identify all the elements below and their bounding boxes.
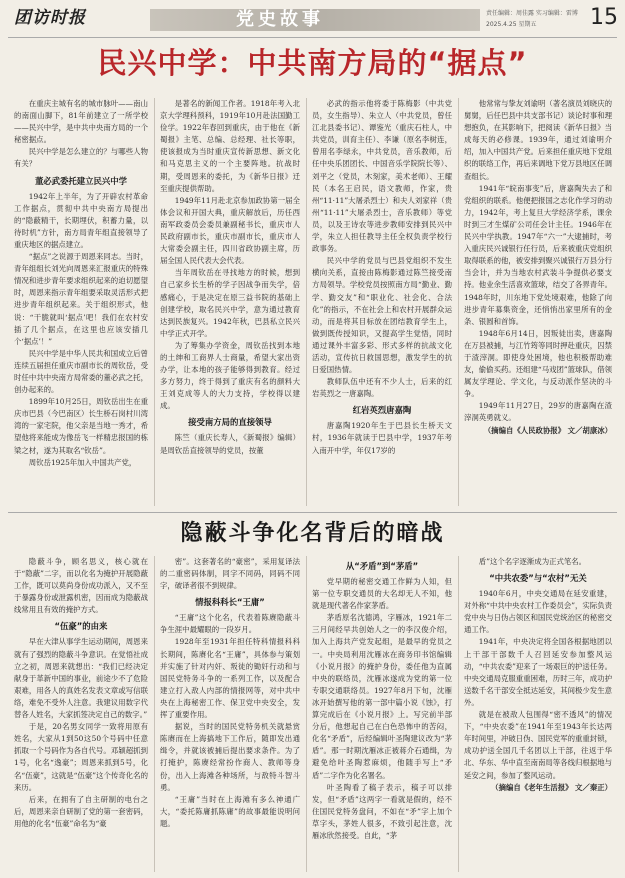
subheading: 董必武委托建立民兴中学 [34,175,128,186]
paragraph: 就是在被敌人包围得“密不透风”的情况下，“中央农委”在1941年至1943年长达两年时间里，冲破日伪、国民党军的重重封锁，成功护送全国几千名团以上干部，往返于华北、华东、华中直至南南局等各线归根据地与延安之间，参加了整风运动。 [464,710,612,780]
article1-headline: 民兴中学：中共南方局的“据点” [97,46,528,80]
section-title: 党史故事 [236,9,324,30]
paragraph: 据说，当时的国民党特务机关就悬赏陈赓而在上海搞地下工作后，随即发出通缉令，并就该被捕后提出要求条件。为了打掩护，陈赓经常扮作商人、教师等身份，出入上海滩各种场所，与敌特斗智斗勇。 [160,722,300,792]
article1-column-2 [160,98,300,506]
paragraph: 1949年11月赴北京参加政协第一届全体会议和开国大典，重庆解放后，历任西南军政委员会委员兼副秘书长，重庆市人民政府副市长，重庆市副市长，重庆市人大常委会副主任，四川省政协副主席，历届全国人民代表大会代表。 [160,195,300,266]
paragraph: “王庸”当时在上海滩有多么神通广大，“委托陈庸抓陈庸”的故事最能说明问题。 [160,794,300,828]
paragraph: 1949年11月27日，29岁的唐嘉陶在渣滓洞英勇就义。 [464,401,612,423]
paragraph: 早在大津从事学生运动期间，周恩来就有了强烈的隐蔽斗争意识。在觉悟社成立之初，周恩来就想出：“我们已经决定献身于革新中国的事业，前途少不了危险艰难，用各人的真姓名发表文章或写信联络，难免不受外人注意。我建议用数字代替各人姓名，大家抓签决定自己的数字。” [14,637,148,720]
date-line: 2025.4.25 星期五 [486,21,537,28]
column-divider [458,98,459,506]
masthead [0,0,625,36]
article2-headline: 隐蔽斗争化名背后的暗战 [180,521,445,546]
paragraph: 党早期的秘密交通工作鲜为人知，但第一位专职交通员的大名却无人不知，他就是现代著名作家茅盾。 [312,577,452,611]
paragraph: 民兴中学是怎么建立的？与哪些人物有关？ [14,147,148,169]
subheading: 情报科科长“王庸” [195,597,265,608]
article2-column-1 [14,556,148,872]
subheading: 从“矛盾”到“茅盾” [345,561,419,571]
paragraph: 茅盾原名沈德鸿，字雁冰，1921年二三月间经早共创始人之一的李汉俊介绍，加入上海共产党发起组，是最早的党员之一。中央局利用沈雁冰在商务印书馆编辑《小说月报》的掩护身份，委任他为直属中央的联络员，沈雁冰遂成为党的第一位专职交通联络员。1927年8月下旬，沈雁冰开始撰写他的第一部中篇小说《蚀》，打算完成后在《小说月报》上。写完前半部分后，他想起自己在白色恐怖中的苦闷，化名“矛盾”，后经编辑叶圣陶建议改为“茅盾”。那一时期沈雁冰正被蒋介石通缉，为避免给叶圣陶惹麻烦，他随手写上“矛盾”二字作为化名署名。 [312,613,452,780]
page-number: 15 [590,5,618,30]
column-divider [306,98,307,506]
paragraph: 民兴中学的党员与巴县党组织不发生横向关系，直接由陈梅影通过陈竺接受南方局领导。学校党员按照南方局“勤业、勤学、勤交友”和“职业化、社会化、合法化”的指示，不在社会上和农村开展群众运动，而是将其目标放在团结教育学生上，做到既传授知识，又提高学生觉悟，同时通过课外丰富多彩、形式多样的抗战文化活动，宣传抗日救国思想，激发学生的抗日爱国热情。 [312,256,452,375]
subheading: “中共农委”与“农村”无关 [489,573,587,584]
article1-column-3 [312,98,452,506]
paragraph: 后来，在拥有了自主研制的电台之后，周恩来亲自研制了党的第一套密码，用他的化名“伍豪”命名为“豪 [14,794,148,828]
paragraph: 教师队伍中还有不少人士，后来的红岩英烈之一唐嘉陶。 [312,377,452,399]
article1-column-4 [464,98,612,506]
subheading: “伍豪”的由来 [54,621,108,632]
source-credit: （摘编自《老年生活报》 文／秦正） [491,782,612,792]
subheading: 红岩英烈唐嘉陶 [352,405,412,416]
paragraph: 陈竺（重庆长寿人，《新蜀报》编辑）是周钦岳直接领导的党员，按董 [160,433,300,455]
source-credit: （摘编自《人民政协报》 文／胡康冰） [483,425,612,435]
column-divider [154,556,155,872]
paragraph: 1928年至1931年担任特科情报科科长期间，陈赓化名“王庸”，具体参与策划并实施了针对内奸、叛徒的锄奸行动和与国民党特务斗争的一系列工作，以及配合建立打入敌人内部的情报网等，对中共中央在上海秘密工作、保卫党中央安全，发挥了重要作用。 [160,637,300,720]
paragraph: 周钦岳1925年加入中国共产党， [28,457,137,467]
issue-meta [486,8,586,30]
paragraph: 盾”这个名字逐渐成为正式笔名。 [478,557,587,566]
paragraph: 民兴中学是中华人民共和国成立后曾连续五届担任重庆市副市长的周钦岳，受时任中共中央南方局常委的董必武之托，创办起来的。 [14,348,148,395]
column-divider [306,556,307,872]
paragraph: 1899年10月25日，周钦岳出生在重庆市巴县（今巴南区）长生桥石岗村川湾湾的一家宅院，他父亲是当地一秀才，希望他将来能成为像岳飞一样精忠报国的栋梁之材，遂为其取名“钦岳”。 [14,397,148,455]
subheading: 接受南方局的直接领导 [188,417,272,428]
newspaper-logo: 团访时报 [14,8,86,28]
article-divider [8,512,617,513]
paragraph: 唐嘉陶1920年生于巴县长生桥天文村，1936年就读于巴县中学，1937年考入南开中学，年仅17岁的 [312,421,452,455]
paragraph: “王庸”这个化名，代表着陈赓隐蔽斗争生涯中最耀眼的一段岁月。 [160,613,300,635]
paragraph: 1948年6月14日，因叛徒出卖，唐嘉陶在万县被捕，与江竹筠等同时押赴重庆，囚禁于渣滓洞。即使身处困境，他也积极帮助难友，偷偷买药。还组建“马戏团”篮球队，借领属友学理论、学文化，与反动派作坚决的斗争。 [464,328,612,399]
paragraph: 当年周钦岳在寻找地方的时候，想到自己家乡长生桥的学子因战争而失学，倍感痛心，于是决定在原三益书院的基础上创建学校，取名民兴中学，意为通过教育达到民族复兴。1942年秋，巴县私立民兴中学正式开学。 [160,268,300,338]
editor-line: 责任编辑：周佳露 实习编辑：雷博 [486,10,578,17]
column-divider [458,556,459,872]
paragraph: 1942年上半年，为了开辟农村革命工作据点，贯彻中共中央南方局提出的“隐蔽精干，长期埋伏，积蓄力量，以待时机”方针，南方局青年组直接领导了重庆地区的据点建立。 [14,191,148,249]
paragraph: 在重庆主城有名的城市脉叶——南山的南面山脚下，81年前建立了一所学校——民兴中学，是中共中央南方局的一个秘密据点。 [14,99,148,145]
paragraph: 1941年“皖南事变”后，唐嘉陶失去了和党组织的联系。他便把报国之志化作学习的动力，1942年，考上复旦大学经济学系，课余时到三才生煤矿公司任会计主任。1946年在民兴中学执教。1947年“六一”大逮捕时，考入重庆民兴诚银行任行员，后来被重庆党组织取得联系的他，被安排到聚兴诚银行万县分行当会计，并为当地农村武装斗争提供必要支持。他业余生活喜欢篮球，结交了各界青年。1948年时，川东地下党处境艰难，他除了向进步青年募集资金，还悄悄出家里所有的金条、银圆和首饰。 [464,183,612,326]
paragraph: 隐蔽斗争，顾名思义，核心就在于“隐蔽”二字，而以化名为掩护开展隐蔽工作，既可以莫尚身份成功派入，又不至于暴露身份或泄露机密，因而成为隐蔽战线常用且有效的掩护方式。 [14,557,148,615]
paragraph: 必武的指示他将委于陈梅影（中共党员，女生指导）、朱立人（中共党员，曾任江北县委书记）、谭鉴光（重庆石柱人，中共党员，训育主任）、李谦（原名李树连，曾用名李绿永，中共党员，音乐教师，后任中央乐团团长、中国音乐学院院长等）、刘平之（党员，木刻家，美术老师）、王耀民（本名王启民，语文教师，作家，贵州“11·11”大屠杀烈士）和夫人刘家祥（贵州“11·11”大屠杀烈士，音乐教师）等党员，以及王诗农等进步教师安排到民兴中学，朱立人担任教导主任全权负责学校行政事务。 [312,99,452,254]
article2-column-4 [464,556,612,872]
paragraph: 为了筹集办学资金，周钦岳找到本地的土绅和工商界人士商量，希望大家出资办学，让本地的孩子能够得到教育。经过多方努力，终于得到了重庆有名的颜料大王刘克成等人的大力支持，学校得以建成。 [160,340,300,411]
paragraph: 他常常与挚友刘谕明（著名演员刘晓庆的舅舅，后任巴县中共支部书记）谈论时事和理想抱负，在其影响下，把阅读《新华日报》当成每天的必修课。1939年，通过刘谕明介绍，加入中国共产党。后来担任重庆地下党组织的联络工作，再后来调地下党万县地区任调查组长。 [464,99,612,181]
section-banner [150,9,480,31]
paragraph: 于是，20名男女同学一致将用原有姓名，大家从1到50这50个号码中任意抓取一个号码作为各自代号。邓颖超抓到1号，化名“逸豪”；周恩来抓到5号，化名“伍豪”，这就是“伍豪”这个传奇化名的来历。 [14,722,148,792]
paragraph: 是著名的新闻工作者。1918年考入北京大学理科预科，1919年10月赴法国勤工俭学。1922年春回到重庆，由于他在《新蜀报》主笔、总编、总经理、社长等职，使该报成为当时重庆宣传新思想、新文化和马克思主义的一个主要阵地。抗战时期，受周恩来的委托，为《新华日报》迁至重庆提供帮助。 [160,99,300,193]
article1-column-1 [14,98,148,506]
article2-column-2 [160,556,300,872]
paragraph: 密”。这套著名的“豪密”，采用复译法的二重密码体制，同字不同码，同码不同字，破译者很不到规律。 [160,557,300,591]
article2-column-3 [312,556,452,872]
header-rule [8,37,617,38]
column-divider [154,98,155,506]
paragraph: 叶圣陶看了稿子表示，稿子可以排发，但“矛盾”这两字一看就是假的，经不住国民党特务盘问，不如在“矛”字上加个草字头，茅姓人很多，不致引起注意，沈雁冰欣然接受。自此，“茅 [312,782,452,840]
paragraph: “据点”之说源于周恩来同志。当时，青年组组长刘光向周恩来汇报重庆的特殊情况和进步青年要求组织起来的迫切愿望时，周恩来指示青年组要采取灵活形式把进步青年组织起来。关于组织形式，他说：“干脆就叫‘据点’吧！我们在农村安插了几个据点，在这里也应该安插几个‘据点’！” [14,252,148,346]
paragraph: 1940年6月，中央交通局在延安重建，对外称“中共中央农村工作委员会”，实际负责党中央与日伪占领区和国民党统治区的秘密交通工作。 [464,589,612,635]
paragraph: 1941年，中央决定将全国各根据地团以上干部干部数千人召回延安参加整风运动，“中共农委”迎来了一场艰巨的护送任务。中央交通局克服重重困难，历时三年，成功护送数千名干部安全抵达延安，其间极少发生意外。 [464,637,612,707]
